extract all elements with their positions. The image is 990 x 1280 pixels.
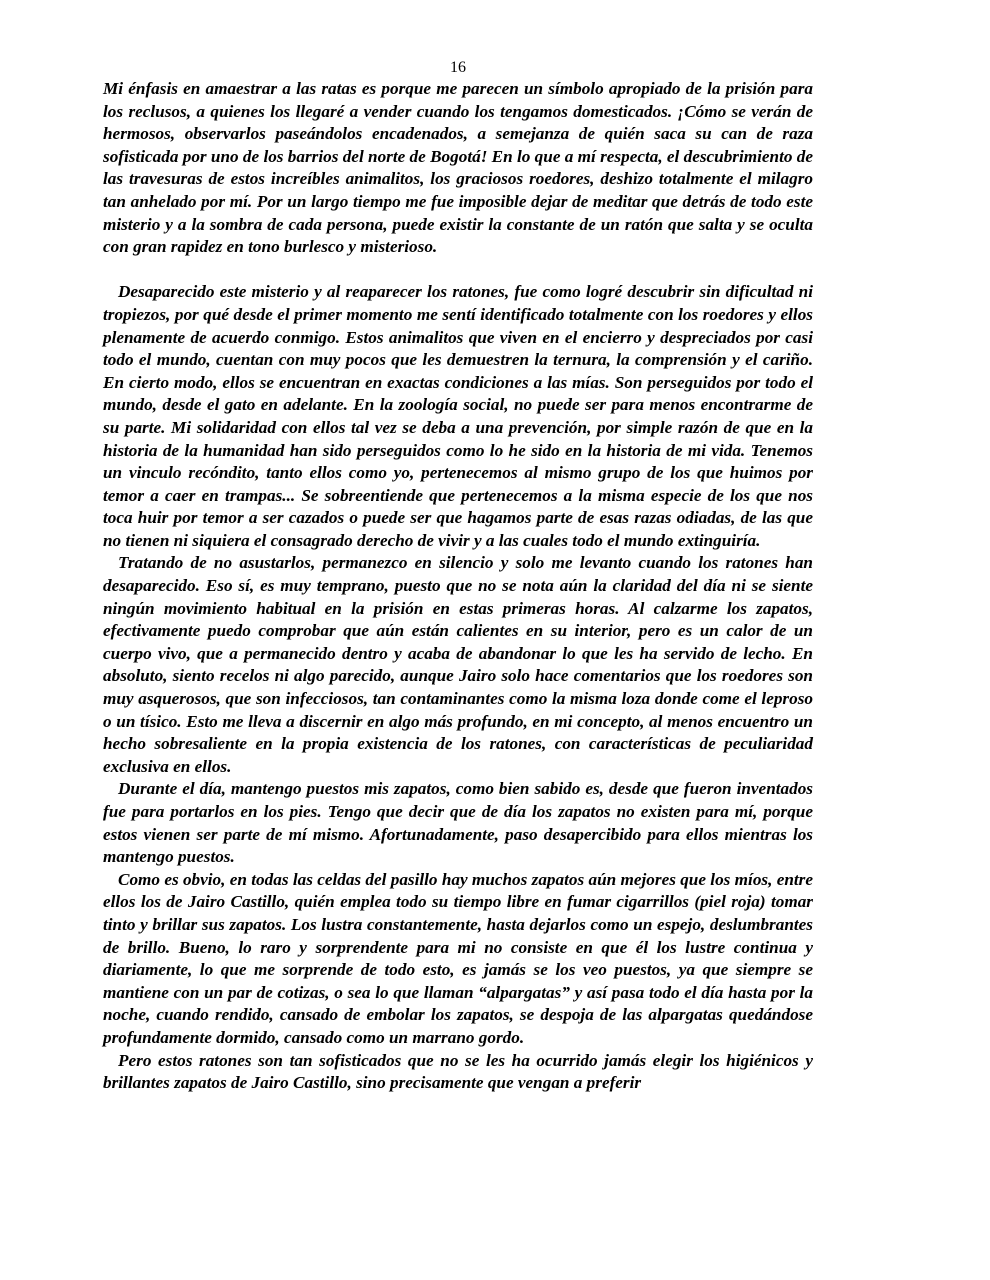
paragraph-2: Desaparecido este misterio y al reaparecer los ratones, fue como logré descubrir sin dificultad ni tropiezos, por qué desde el primer momento me sentí identificado totalmente con los roedores y ellos plenamente de acuerdo conmigo. Estos animalitos que viven en el encierro y despreciados por casi todo el mundo, cuentan con muy pocos que les demuestren la ternura, la comprensión y el cariño. En cierto modo, ellos se encuentran en exactas condiciones a las mías. Son perseguidos por todo el mundo, desde el gato en adelante. En la zoología social, no puede ser para menos encontrarme de su parte. Mi solidaridad con ellos tal vez se deba a una prevención, por simple razón de que en la historia de la humanidad han sido perseguidos como lo he sido en la historia de mi vida. Tenemos un vinculo recóndito, tanto ellos como yo, pertenecemos al mismo grupo de los que huimos por temor a caer en trampas... Se sobreentiende que pertenecemos a la misma especie de los que nos toca huir por temor a ser cazados o puede ser que hagamos parte de esas razas odiadas, de las que no tienen ni siquiera el consagrado derecho de vivir y a las cuales todo el mundo extinguiría.: [103, 282, 813, 550]
paragraph-5: Como es obvio, en todas las celdas del pasillo hay muchos zapatos aún mejores que los míos, entre ellos los de Jairo Castillo, quién emplea todo su tiempo libre en fumar cigarrillos (piel roja) tomar tinto y brillar sus zapatos. Los lustra constantemente, hasta dejarlos como un espejo, deslumbrantes de brillo. Bueno, lo raro y sorprendente para mi no consiste en que él los lustre continua y diariamente, lo que me sorprende de todo esto, es jamás se los veo puestos, ya que siempre se mantiene con un par de cotizas, o sea lo que llaman “alpargatas” y así pasa todo el día hasta por la noche, cuando rendido, cansado de embolar los zapatos, se despoja de las alpargatas quedándose profundamente dormido, cansado como un marrano gordo.: [103, 869, 813, 1047]
paragraph-1: Mi énfasis en amaestrar a las ratas es porque me parecen un símbolo apropiado de la prisión para los reclusos, a quienes los llegaré a vender cuando los tengamos domesticados. ¡Cómo se verán de hermosos, observarlos paseándolos encadenados, a semejanza de quién saca su can de raza sofisticada por uno de los barrios del norte de Bogotá! En lo que a mí respecta, el descubrimiento de las travesuras de estos increíbles animalitos, los graciosos roedores, deshizo totalmente el milagro tan anhelado por mí. Por un largo tiempo me fue imposible dejar de meditar que detrás de todo este misterio y a la sombra de cada persona, puede existir la constante de un ratón que salta y se oculta con gran rapidez en tono burlesco y misterioso.: [103, 79, 813, 257]
page-number: 16: [450, 59, 466, 76]
paragraph-6: Pero estos ratones son tan sofisticados que no se les ha ocurrido jamás elegir los higiénicos y brillantes zapatos de Jairo Castillo, sino precisamente que vengan a preferir: [103, 1050, 813, 1093]
paragraph-3: Tratando de no asustarlos, permanezco en silencio y solo me levanto cuando los ratones han desaparecido. Eso sí, es muy temprano, puesto que no se nota aún la claridad del día ni se siente ningún movimiento habitual en la prisión en estas primeras horas. Al calzarme los zapatos, efectivamente puedo comprobar que aún están calientes en su interior, pero es un calor de un cuerpo vivo, que a permanecido dentro y acaba de abandonar lo que les ha servido de lecho. En absoluto, siento recelos ni algo parecido, aunque Jairo solo hace comentarios que los roedores son muy asquerosos, que son infecciosos, tan contaminantes como la misma loza donde come el leproso o un tísico. Esto me lleva a discernir en algo más profundo, en mi concepto, al menos encuentro un hecho sobresaliente en la propia existencia de los ratones, con características de peculiaridad exclusiva en ellos.: [103, 553, 813, 776]
body-text: [103, 78, 813, 1095]
paragraph-4: Durante el día, mantengo puestos mis zapatos, como bien sabido es, desde que fueron inventados fue para portarlos en los pies. Tengo que decir que de día los zapatos no existen para mí, porque estos vienen ser parte de mí mismo. Afortunadamente, paso desapercibido para ellos mientras los mantengo puestos.: [103, 779, 813, 867]
